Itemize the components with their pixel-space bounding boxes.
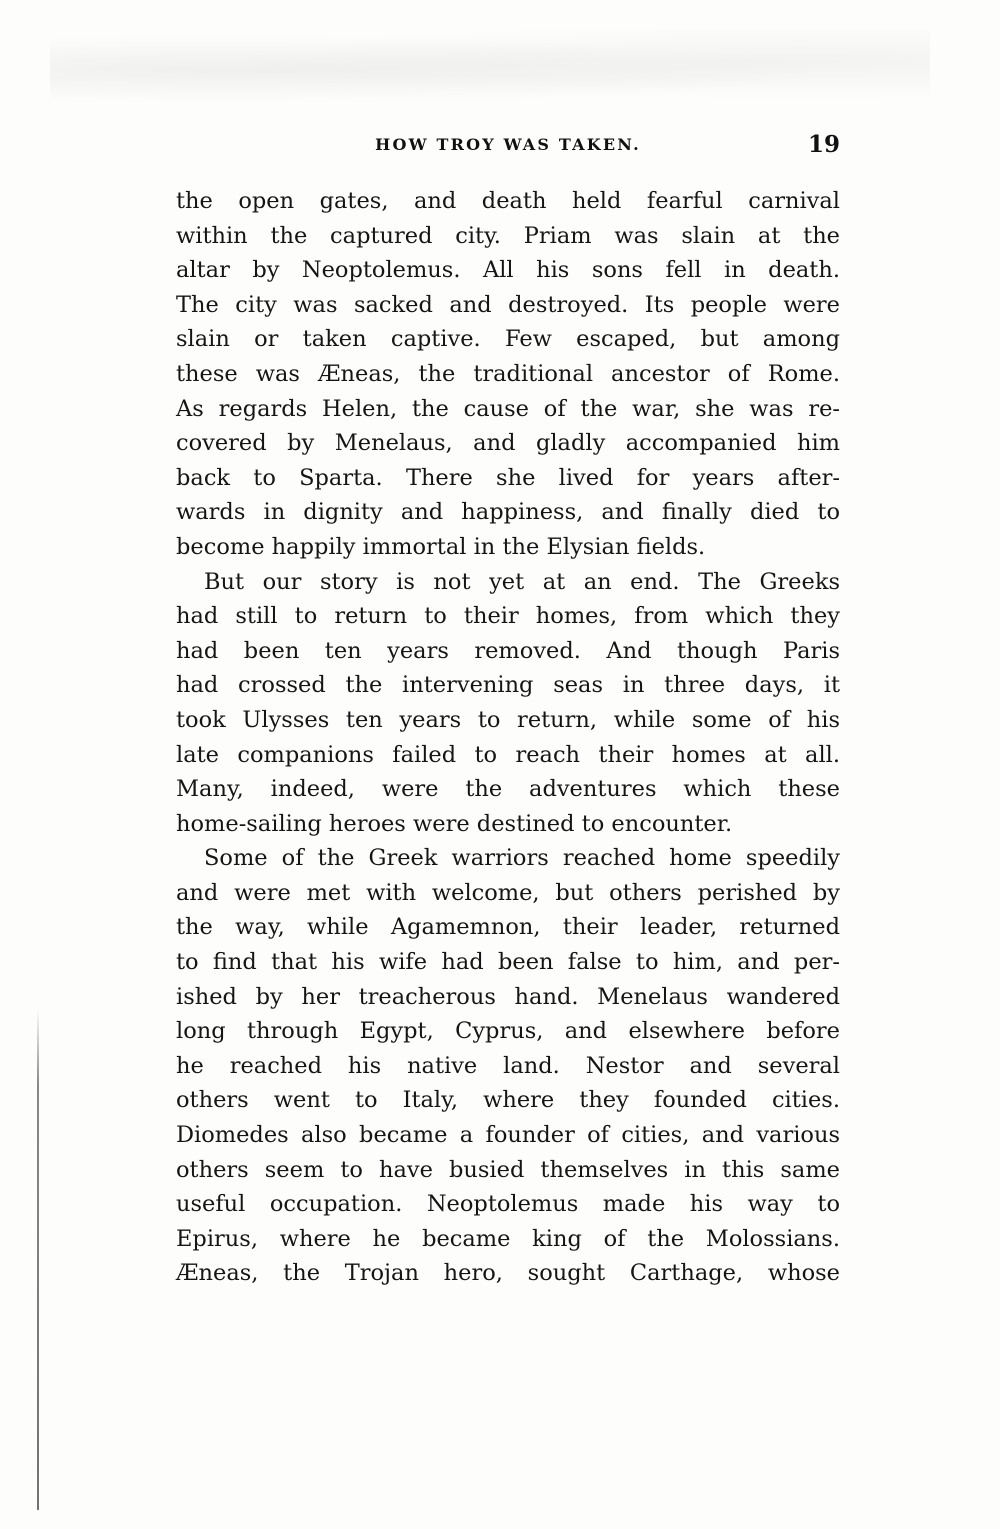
text-line: back to Sparta. There she lived for years after- — [176, 464, 840, 491]
text-line: Some of the Greek warriors reached home speedily — [204, 845, 840, 872]
paragraph — [176, 841, 840, 1291]
text-line: become happily immortal in the Elysian fields. — [176, 533, 706, 560]
text-line: took Ulysses ten years to return, while some of his — [176, 706, 840, 733]
text-line: others seem to have busied themselves in this same — [176, 1156, 840, 1183]
text-line: The city was sacked and destroyed. Its people were — [176, 291, 840, 318]
running-title: HOW TROY WAS TAKEN. — [375, 135, 641, 154]
page-number: 19 — [807, 131, 840, 158]
text-line: within the captured city. Priam was slain at the — [176, 222, 840, 249]
text-line: these was Æneas, the traditional ancestor of Rome. — [176, 360, 840, 387]
text-line: ished by her treacherous hand. Menelaus wandered — [176, 983, 840, 1010]
text-line: had still to return to their homes, from which they — [176, 603, 840, 630]
text-line: the way, while Agamemnon, their leader, returned — [176, 914, 840, 941]
text-line: he reached his native land. Nestor and several — [176, 1052, 840, 1079]
running-head — [176, 131, 840, 161]
text-line: home-sailing heroes were destined to encounter. — [176, 810, 733, 837]
text-line: As regards Helen, the cause of the war, she was re- — [176, 395, 840, 422]
text-line: had crossed the intervening seas in three days, it — [176, 672, 840, 699]
text-line: Epirus, where he became king of the Molossians. — [176, 1225, 840, 1252]
text-line: Diomedes also became a founder of cities, and various — [176, 1122, 840, 1149]
paragraph — [176, 565, 840, 842]
text-line: slain or taken captive. Few escaped, but among — [176, 326, 840, 353]
text-line: But our story is not yet at an end. The Greeks — [204, 568, 840, 595]
text-line: to find that his wife had been false to him, and per- — [176, 949, 840, 976]
text-line: Æneas, the Trojan hero, sought Carthage, whose — [176, 1260, 840, 1287]
text-line: late companions failed to reach their homes at all. — [176, 741, 840, 768]
text-line: altar by Neoptolemus. All his sons fell in death. — [176, 257, 840, 284]
text-line: wards in dignity and happiness, and finally died to — [176, 499, 840, 526]
text-line: and were met with welcome, but others perished by — [176, 879, 840, 906]
scan-margin-line — [37, 1010, 39, 1510]
text-line: others went to Italy, where they founded cities. — [176, 1087, 840, 1114]
text-line: had been ten years removed. And though Paris — [176, 637, 840, 664]
text-line: the open gates, and death held fearful carnival — [176, 188, 840, 214]
scan-smudge — [50, 30, 930, 110]
text-line: long through Egypt, Cyprus, and elsewhere before — [176, 1018, 840, 1045]
text-line: useful occupation. Neoptolemus made his way to — [176, 1191, 840, 1218]
text-line: Many, indeed, were the adventures which these — [176, 776, 840, 803]
paragraph — [176, 184, 840, 565]
text-line: covered by Menelaus, and gladly accompanied him — [176, 430, 840, 457]
body-text — [176, 184, 840, 1291]
